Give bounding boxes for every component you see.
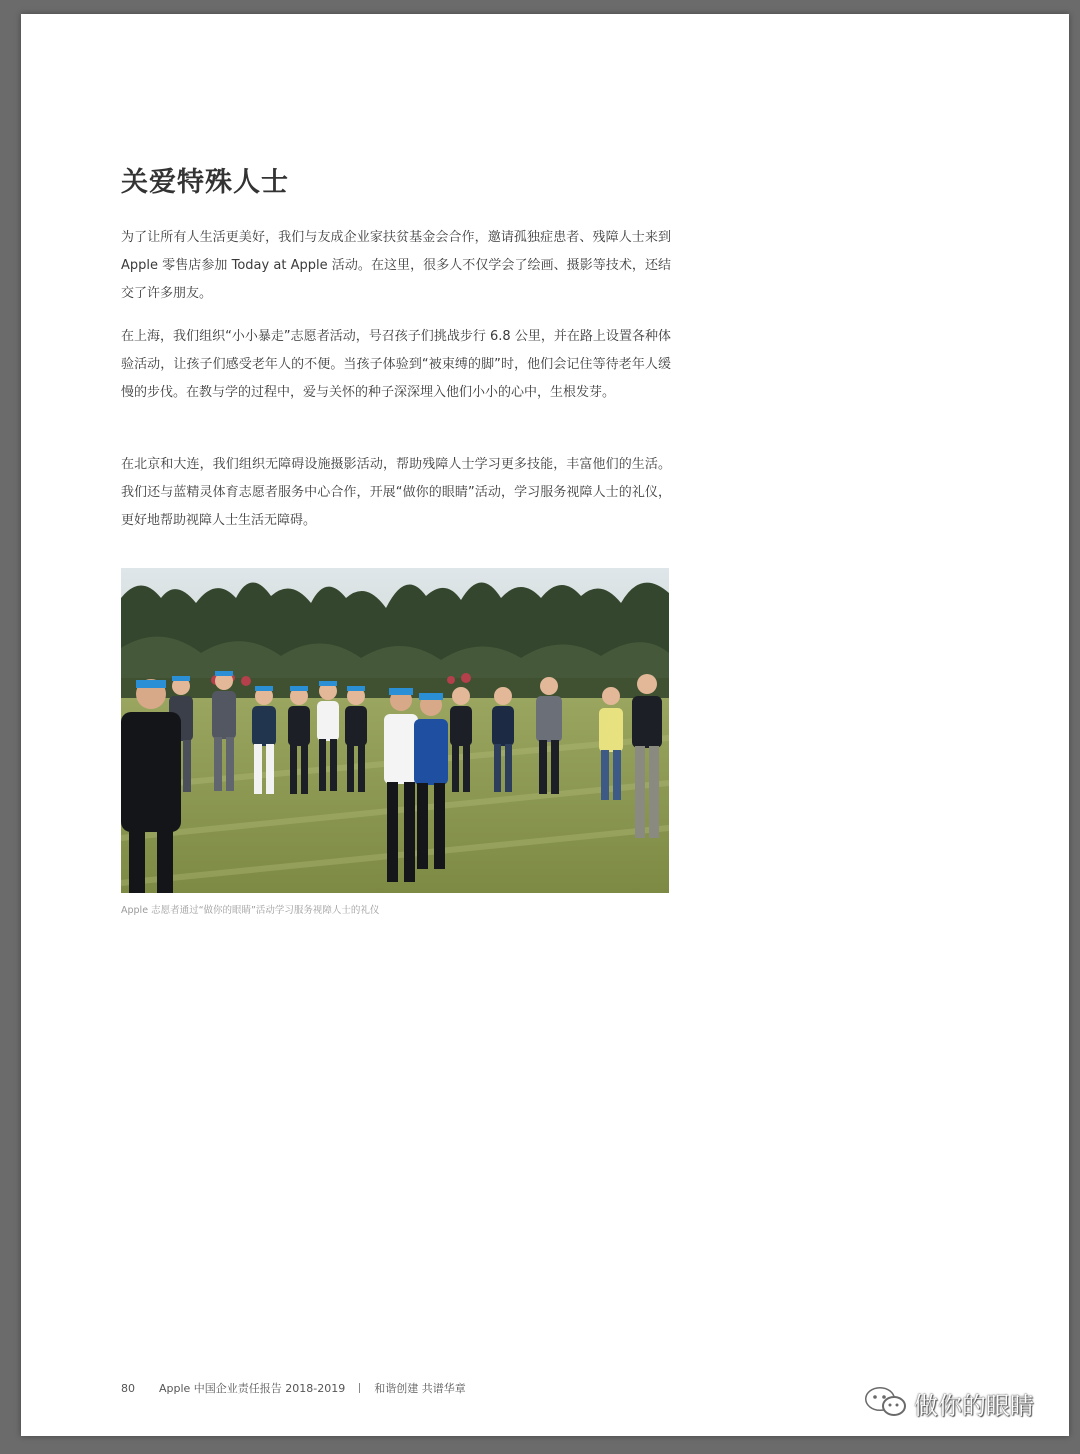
paragraph-1: 为了让所有人生活更美好，我们与友成企业家扶贫基金会合作，邀请孤独症患者、残障人士来到 Apple 零售店参加 Today at Apple 活动。在这里，很多人不仅学会了绘画、摄影等技术，还结交了许多朋友。 — [121, 230, 671, 301]
report-title: Apple 中国企业责任报告 2018-2019 — [159, 1382, 346, 1395]
footer-divider — [359, 1383, 360, 1393]
volunteer-group-photo — [121, 568, 669, 893]
photo-caption: Apple 志愿者通过“做你的眼睛”活动学习服务视障人士的礼仪 — [121, 905, 380, 916]
wechat-watermark — [864, 1386, 1034, 1421]
paragraph-2: 在上海，我们组织“小小暴走”志愿者活动，号召孩子们挑战步行 6.8 公里，并在路上设置各种体验活动，让孩子们感受老年人的不便。当孩子体验到“被束缚的脚”时，他们会记住等待老年人缓慢的步伐。在教与学的过程中，爱与关怀的种子深深埋入他们小小的心中，生根发芽。 — [121, 329, 671, 400]
section-title: 和谐创建 共谱华章 — [374, 1382, 466, 1395]
report-page — [21, 14, 1069, 1436]
paragraph-3: 在北京和大连，我们组织无障碍设施摄影活动，帮助残障人士学习更多技能，丰富他们的生活。我们还与蓝精灵体育志愿者服务中心合作，开展“做你的眼睛”活动，学习服务视障人士的礼仪，更好地帮助视障人士生活无障碍。 — [121, 457, 671, 528]
section-heading: 关爱特殊人士 — [121, 167, 289, 198]
wechat-icon — [864, 1387, 908, 1421]
page-footer — [121, 1380, 466, 1396]
watermark-text: 做你的眼睛 — [914, 1392, 1034, 1420]
page-number: 80 — [121, 1381, 135, 1395]
